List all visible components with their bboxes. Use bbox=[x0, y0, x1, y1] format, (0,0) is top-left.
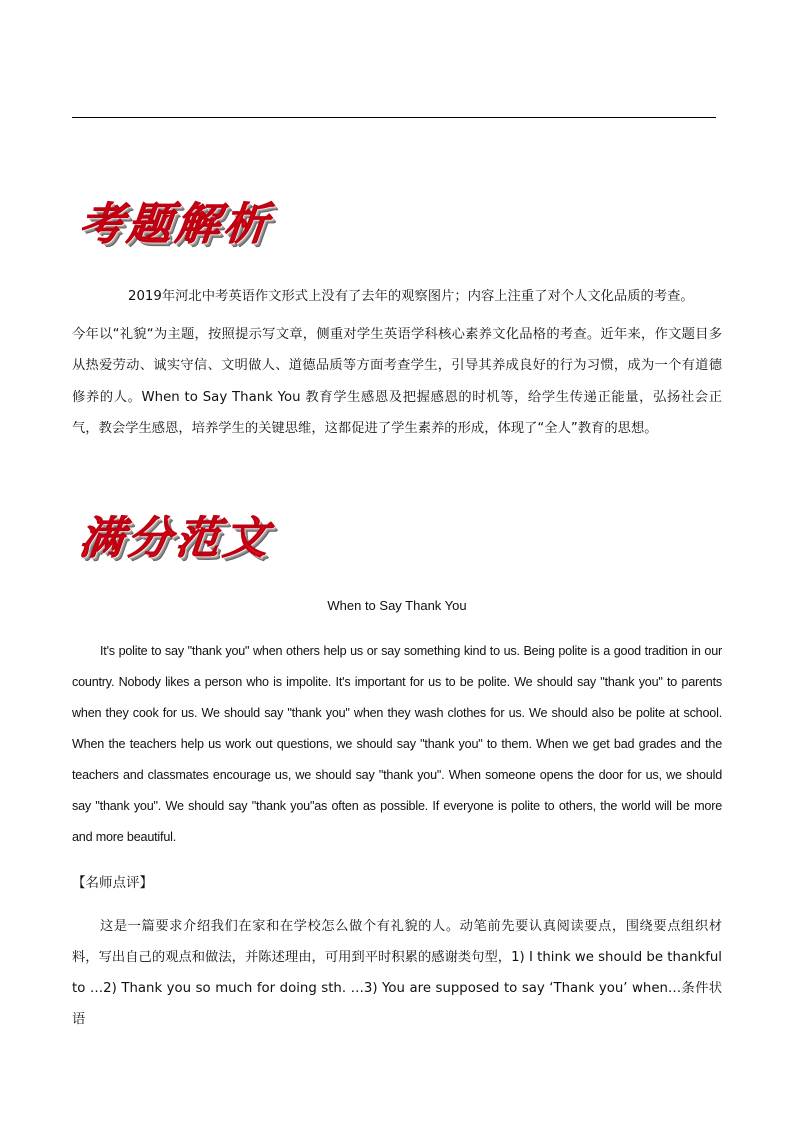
analysis-banner bbox=[76, 192, 275, 250]
header-rule bbox=[72, 117, 716, 118]
teacher-comment-label: 【名师点评】 bbox=[72, 875, 153, 891]
model-essay-banner bbox=[76, 506, 275, 564]
intro-section bbox=[72, 281, 722, 445]
essay-body: It's polite to say "thank you" when others help us or say something kind to us. Being polite is a good tradition in our country. Nobody likes a person who is impolite. It's important for us to be polite. We should say "thank you" to parents when they cook for us. We should say "thank you" when they wash clothes for us. We should also be polite at school. When the teachers help us work out questions, we should say "thank you" to them. When we get bad grades and the teachers and classmates encourage us, we should say "thank you". When someone opens the door for us, we should say "thank you". We should say "thank you"as often as possible. If everyone is polite to others, the world will be more and more beautiful. bbox=[72, 644, 722, 844]
intro-paragraph-1: 2019年河北中考英语作文形式上没有了去年的观察图片；内容上注重了对个人文化品质的考查。 bbox=[128, 289, 694, 304]
teacher-comment-body: 这是一篇要求介绍我们在家和在学校怎么做个有礼貌的人。动笔前先要认真阅读要点，围绕要点组织材料，写出自己的观点和做法，并陈述理由，可用到平时积累的感谢类句型，1) I think we should be thankful to …2) Thank you so much for doing sth. …3) You are supposed to say ‘Thank you’ when…条件状语 bbox=[72, 919, 722, 1027]
model-essay-banner-text: 满分范文 bbox=[76, 513, 275, 564]
essay-title: When to Say Thank You bbox=[327, 598, 467, 613]
intro-paragraph-2: 今年以“礼貌“为主题，按照提示写文章，侧重对学生英语学科核心素养文化品格的考查。近年来，作文题目多从热爱劳动、诚实守信、文明做人、道德品质等方面考查学生，引导其养成良好的行为习惯，成为一个有道德修养的人。When to Say Thank You 教育学生感恩及把握感恩的时机等，给学生传递正能量，弘扬社会正气，教会学生感恩，培养学生的关键思维，这都促进了学生素养的形成，体现了“全人”教育的思想。 bbox=[72, 326, 722, 436]
analysis-banner-text: 考题解析 bbox=[76, 199, 275, 250]
